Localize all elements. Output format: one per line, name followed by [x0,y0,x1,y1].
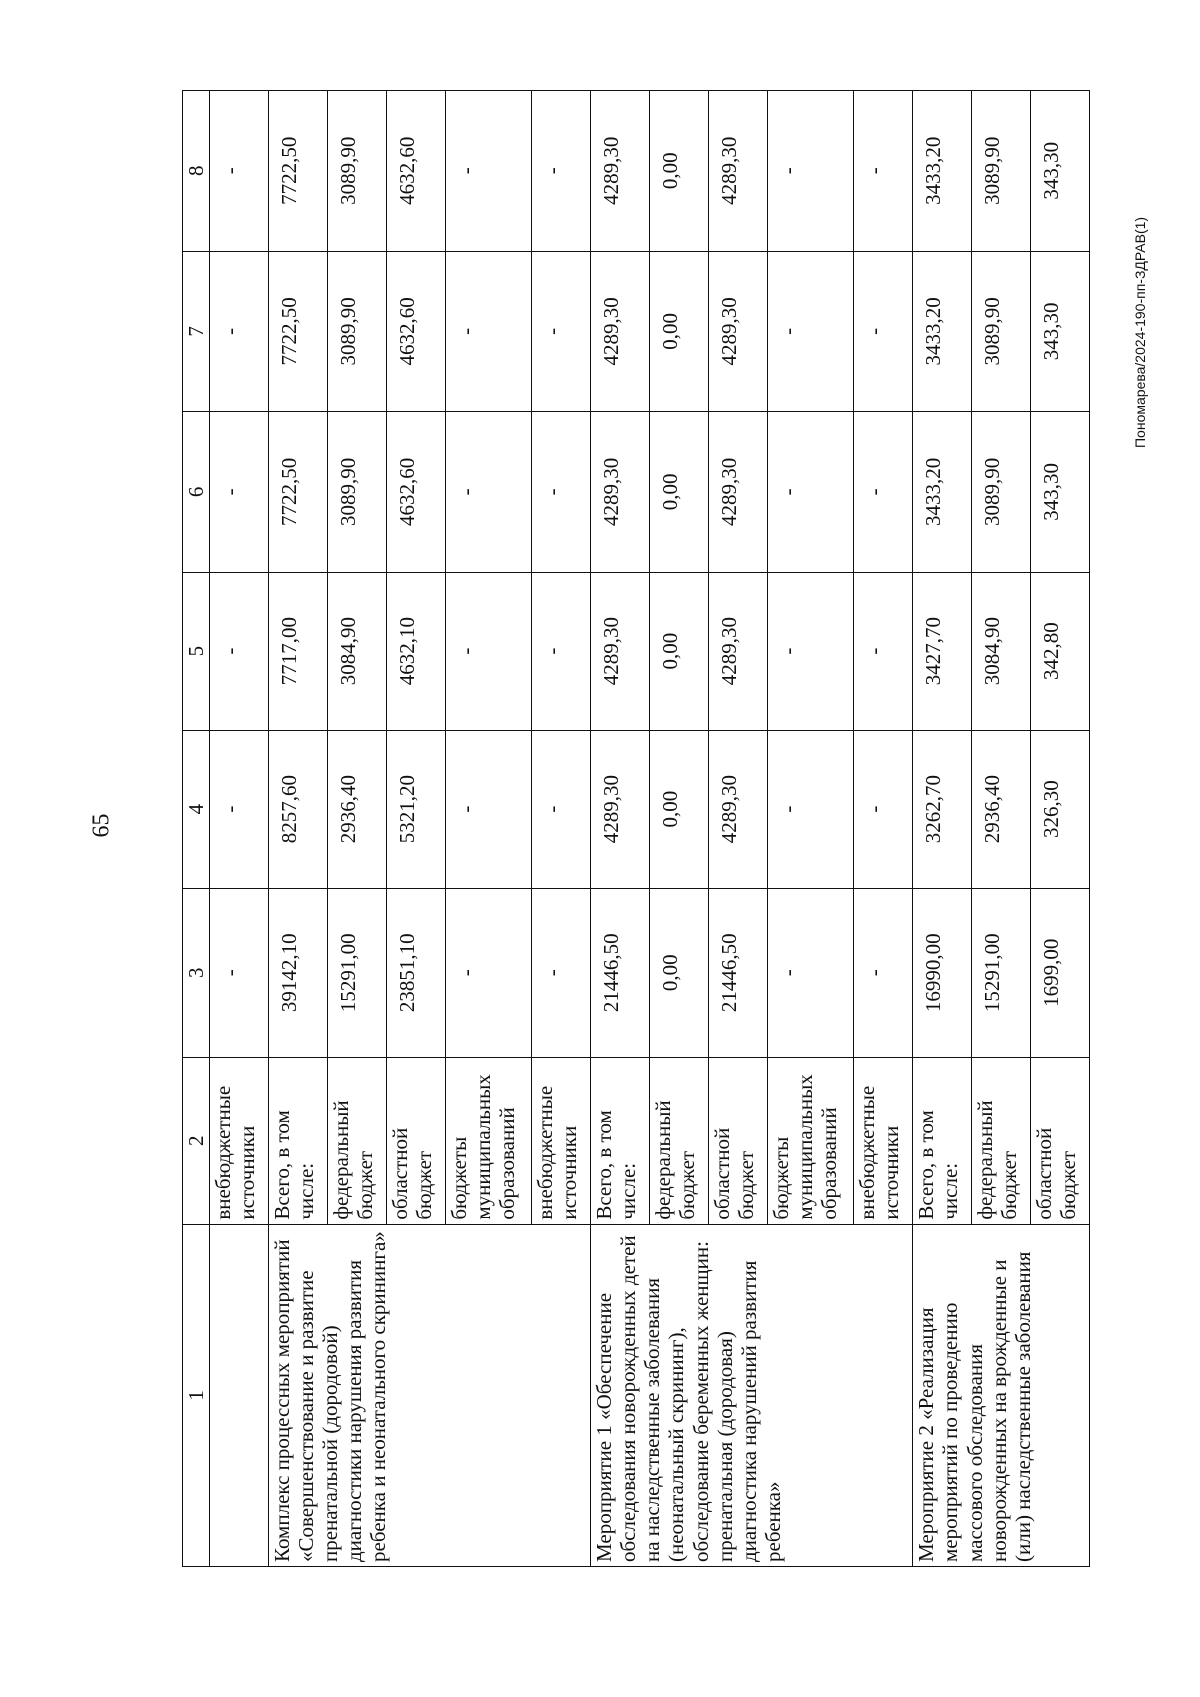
table-row [268,91,327,1567]
amount-cell: 7722,50 [268,412,327,573]
amount-cell: - [767,412,854,573]
page-number: 65 [88,813,115,838]
amount-cell: 3089,90 [972,251,1031,412]
amount-cell: 3089,90 [972,91,1031,252]
amount-cell: - [767,572,854,730]
amount-cell: - [445,251,532,412]
header-cell: 7 [183,251,210,412]
amount-cell: 3089,90 [327,412,386,573]
amount-cell: - [854,888,913,1057]
activity-name-cell [210,1224,269,1566]
amount-cell: - [532,730,591,888]
amount-cell: - [210,412,269,573]
header-cell: 8 [183,91,210,252]
amount-cell: - [210,572,269,730]
amount-cell: 3427,70 [913,572,972,730]
header-cell: 2 [183,1057,210,1224]
amount-cell: - [210,251,269,412]
amount-cell: 3089,90 [972,412,1031,573]
amount-cell: - [767,888,854,1057]
funding-source-cell: федеральный бюджет [972,1057,1031,1224]
amount-cell: - [532,251,591,412]
amount-cell: 3262,70 [913,730,972,888]
funding-source-cell: внебюджетные источники [854,1057,913,1224]
amount-cell: 21446,50 [591,888,650,1057]
funding-source-cell: федеральный бюджет [327,1057,386,1224]
amount-cell: 7722,50 [268,251,327,412]
funding-source-cell: федеральный бюджет [649,1057,708,1224]
header-cell: 5 [183,572,210,730]
amount-cell: 326,30 [1031,730,1090,888]
amount-cell: 342,80 [1031,572,1090,730]
amount-cell: - [532,888,591,1057]
amount-cell: 4289,30 [708,412,767,573]
amount-cell: - [767,730,854,888]
amount-cell: 0,00 [649,412,708,573]
amount-cell: 7722,50 [268,91,327,252]
funding-source-cell: Всего, в том числе: [268,1057,327,1224]
funding-source-cell: бюджеты муниципальных образований [767,1057,854,1224]
amount-cell: 0,00 [649,572,708,730]
activity-name-cell: Комплекс процессных мероприятий «Совершенствование и развитие пренатальной (дородовой) диагностики нарушения развития ребенка и неонатального скрининга» [268,1224,590,1566]
amount-cell: - [210,888,269,1057]
table-row [210,91,269,1567]
amount-cell: - [445,730,532,888]
header-row [183,91,210,1567]
amount-cell: - [445,91,532,252]
amount-cell: 3089,90 [327,91,386,252]
amount-cell: - [767,91,854,252]
amount-cell: 3433,20 [913,412,972,573]
amount-cell: - [445,888,532,1057]
amount-cell: 8257,60 [268,730,327,888]
amount-cell: - [767,251,854,412]
amount-cell: - [854,572,913,730]
amount-cell: 7717,00 [268,572,327,730]
amount-cell: 2936,40 [327,730,386,888]
table-row [591,91,650,1567]
amount-cell: 4289,30 [708,91,767,252]
activity-name-cell: Мероприятие 1 «Обеспечение обследования новорожденных детей на наследственные заболевания (неонатальный скрининг), обследование беременных женщин: пренатальная (дородовая) диагностика нарушений развития ребенка» [591,1224,913,1566]
amount-cell: 16990,00 [913,888,972,1057]
amount-cell: 0,00 [649,730,708,888]
amount-cell: 1699,00 [1031,888,1090,1057]
amount-cell: 343,30 [1031,251,1090,412]
amount-cell: - [854,730,913,888]
document-code: Пономарева/2024-190-пп-ЗДРАВ(1) [1132,216,1148,448]
header-cell: 6 [183,412,210,573]
amount-cell: - [210,91,269,252]
amount-cell: 4289,30 [591,730,650,888]
amount-cell: - [210,730,269,888]
table-row [913,91,972,1567]
amount-cell: 3433,20 [913,251,972,412]
amount-cell: 4289,30 [591,91,650,252]
amount-cell: 21446,50 [708,888,767,1057]
amount-cell: 4632,10 [386,572,445,730]
amount-cell: 4632,60 [386,91,445,252]
header-cell: 4 [183,730,210,888]
funding-source-cell: областной бюджет [386,1057,445,1224]
header-cell: 1 [183,1224,210,1566]
amount-cell: 343,30 [1031,91,1090,252]
amount-cell: 4289,30 [708,730,767,888]
funding-source-cell: бюджеты муниципальных образований [445,1057,532,1224]
funding-source-cell: Всего, в том числе: [591,1057,650,1224]
amount-cell: - [854,412,913,573]
amount-cell: 4632,60 [386,251,445,412]
amount-cell: 2936,40 [972,730,1031,888]
amount-cell: 4289,30 [708,251,767,412]
amount-cell: 4289,30 [591,572,650,730]
amount-cell: 23851,10 [386,888,445,1057]
amount-cell: 3433,20 [913,91,972,252]
amount-cell: - [854,91,913,252]
amount-cell: 343,30 [1031,412,1090,573]
funding-source-cell: областной бюджет [708,1057,767,1224]
amount-cell: - [532,91,591,252]
budget-table-rotated [182,90,1090,1567]
funding-source-cell: внебюджетные источники [210,1057,269,1224]
amount-cell: 4289,30 [708,572,767,730]
amount-cell: 3084,90 [327,572,386,730]
amount-cell: 0,00 [649,251,708,412]
activity-name-cell: Мероприятие 2 «Реализация мероприятий по проведению массового обследования новорожденных на врожденные и (или) наследственные заболевания [913,1224,1090,1566]
amount-cell: - [532,412,591,573]
budget-table [182,90,1090,1567]
header-cell: 3 [183,888,210,1057]
amount-cell: 15291,00 [327,888,386,1057]
amount-cell: - [445,572,532,730]
amount-cell: 5321,20 [386,730,445,888]
amount-cell: 39142,10 [268,888,327,1057]
amount-cell: 4632,60 [386,412,445,573]
amount-cell: 15291,00 [972,888,1031,1057]
amount-cell: 0,00 [649,888,708,1057]
amount-cell: 3084,90 [972,572,1031,730]
amount-cell: 4289,30 [591,412,650,573]
amount-cell: - [854,251,913,412]
amount-cell: - [532,572,591,730]
amount-cell: 3089,90 [327,251,386,412]
amount-cell: 4289,30 [591,251,650,412]
funding-source-cell: областной бюджет [1031,1057,1090,1224]
amount-cell: 0,00 [649,91,708,252]
amount-cell: - [445,412,532,573]
funding-source-cell: Всего, в том числе: [913,1057,972,1224]
funding-source-cell: внебюджетные источники [532,1057,591,1224]
